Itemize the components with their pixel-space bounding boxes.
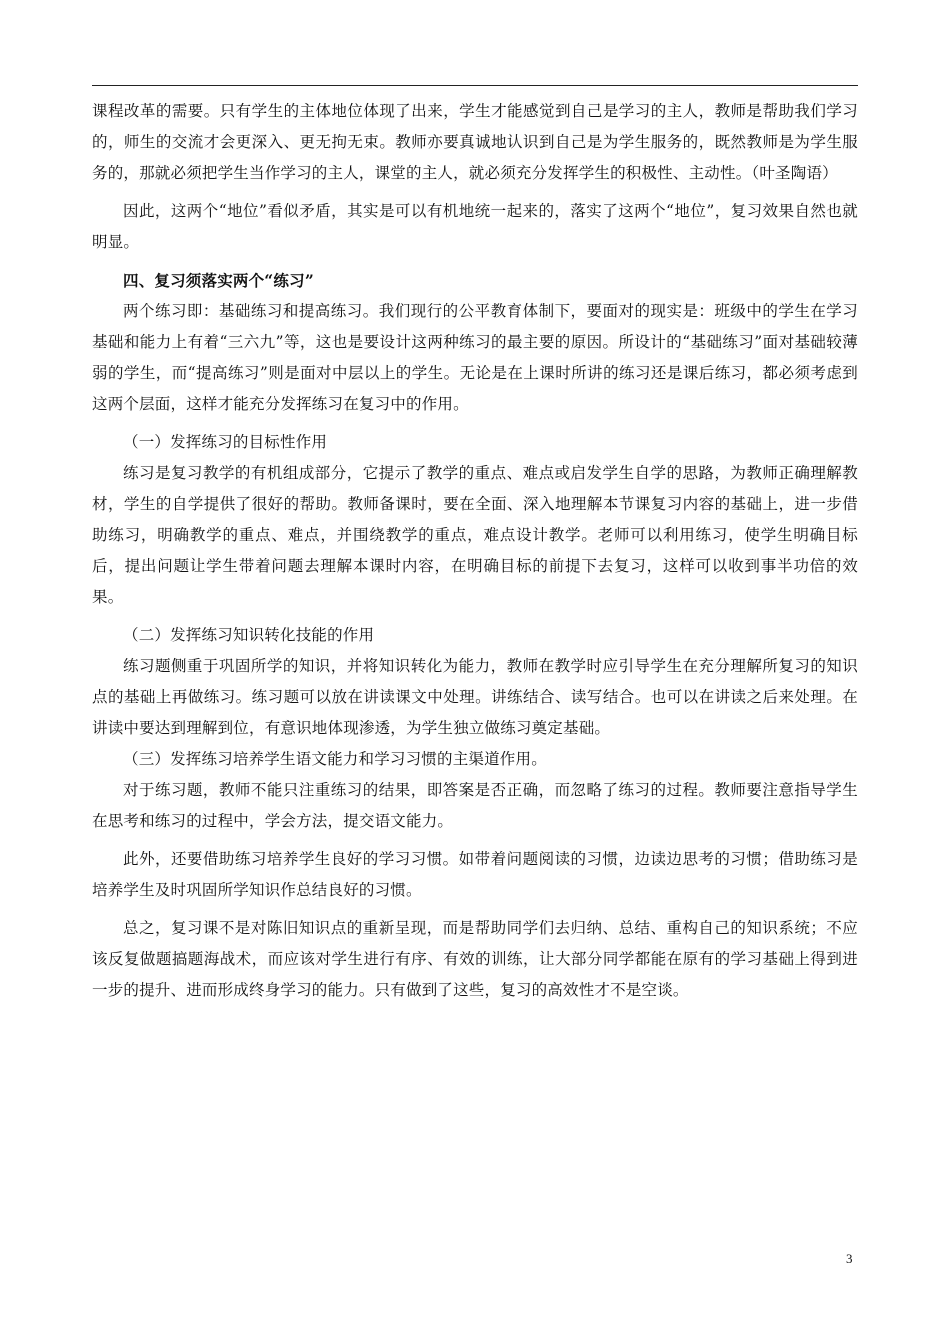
conclusion-paragraph: 总之，复习课不是对陈旧知识点的重新呈现，而是帮助同学们去归纳、总结、重构自己的知识系统；不应该反复做题搞题海战术，而应该对学生进行有序、有效的训练，让大部分同学都能在原有的学习基础上得到进一步的提升、进而形成终身学习的能力。只有做到了这些，复习的高效性才不是空谈。 bbox=[92, 919, 858, 999]
subsection-1-title: （一）发挥练习的目标性作用 bbox=[123, 433, 328, 451]
subsection-3-title: （三）发挥练习培养学生语文能力和学习习惯的主渠道作用。 bbox=[123, 750, 547, 768]
subsection-3-text-2: 此外，还要借助练习培养学生良好的学习习惯。如带着问题阅读的习惯，边读边思考的习惯；借助练习是培养学生及时巩固所学知识作总结良好的习惯。 bbox=[92, 850, 858, 899]
subsection-2-title: （二）发挥练习知识转化技能的作用 bbox=[123, 626, 375, 644]
subsection-1-text: 练习是复习教学的有机组成部分，它提示了教学的重点、难点或启发学生自学的思路，为教师正确理解教材，学生的自学提供了很好的帮助。教师备课时，要在全面、深入地理解本节课复习内容的基础上，进一步借助练习，明确教学的重点、难点，并围绕教学的重点，难点设计教学。老师可以利用练习，使学生明确目标后，提出问题让学生带着问题去理解本课时内容，在明确目标的前提下去复习，这样可以收到事半功倍的效果。 bbox=[92, 464, 858, 606]
document-body bbox=[92, 96, 858, 1006]
paragraph-conclusion-positions: 因此，这两个“地位”看似矛盾，其实是可以有机地统一起来的，落实了这两个“地位”，复习效果自然也就明显。 bbox=[92, 202, 858, 251]
subsection-3-text-1: 对于练习题，教师不能只注重练习的结果，即答案是否正确，而忽略了练习的过程。教师要注意指导学生在思考和练习的过程中，学会方法，提交语文能力。 bbox=[92, 781, 858, 830]
page-number: 3 bbox=[846, 1251, 853, 1266]
section-intro: 两个练习即：基础练习和提高练习。我们现行的公平教育体制下，要面对的现实是：班级中的学生在学习基础和能力上有着“三六九”等，这也是要设计这两种练习的最主要的原因。所设计的“基础练习”面对基础较薄弱的学生，而“提高练习”则是面对中层以上的学生。无论是在上课时所讲的练习还是课后练习，都必须考虑到这两个层面，这样才能充分发挥练习在复习中的作用。 bbox=[92, 302, 858, 413]
subsection-2-text: 练习题侧重于巩固所学的知识，并将知识转化为能力，教师在教学时应引导学生在充分理解所复习的知识点的基础上再做练习。练习题可以放在讲读课文中处理。讲练结合、读写结合。也可以在讲读之后来处理。在讲读中要达到理解到位，有意识地体现渗透，为学生独立做练习奠定基础。 bbox=[92, 657, 858, 737]
header-rule bbox=[92, 85, 858, 86]
section-heading: 四、复习须落实两个“练习” bbox=[123, 271, 314, 290]
paragraph-continuation: 课程改革的需要。只有学生的主体地位体现了出来，学生才能感觉到自己是学习的主人，教师是帮助我们学习的，师生的交流才会更深入、更无拘无束。教师亦要真诚地认识到自己是为学生服务的，既然教师是为学生服务的，那就必须把学生当作学习的主人，课堂的主人，就必须充分发挥学生的积极性、主动性。（叶圣陶语） bbox=[92, 102, 858, 182]
